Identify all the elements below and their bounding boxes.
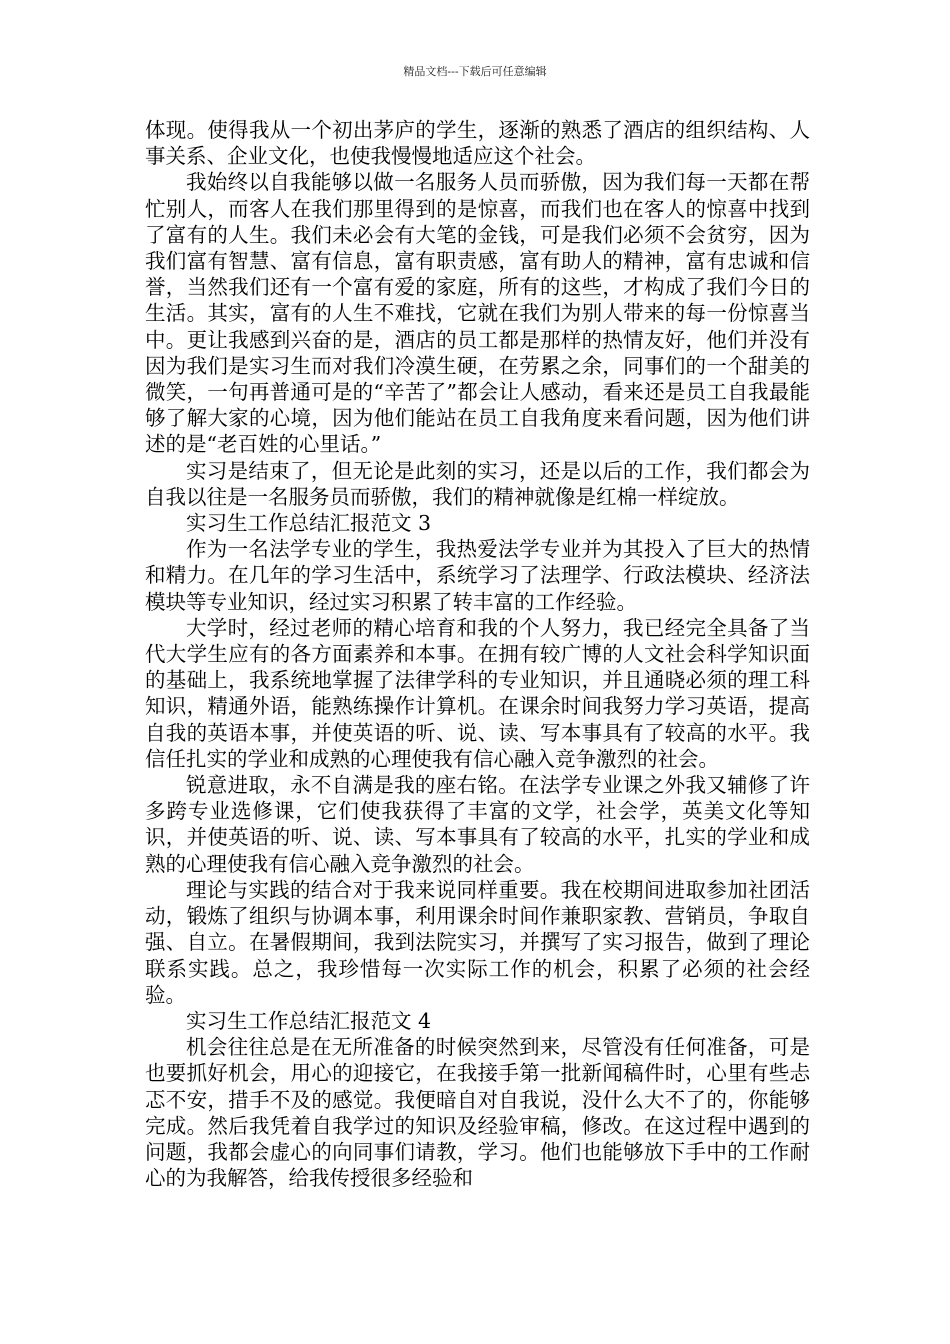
paragraph: 理论与实践的结合对于我来说同样重要。我在校期间进取参加社团活动，锻炼了组织与协调本事，利用课余时间作兼职家教、营销员，争取自强、自立。在暑假期间，我到法院实习，并撰写了实习报告，做到了理论联系实践。总之，我珍惜每一次实际工作的机会，积累了必须的社会经验。	[145, 877, 810, 1007]
paragraph: 大学时，经过老师的精心培育和我的个人努力，我已经完全具备了当代大学生应有的各方面素养和本事。在拥有较广博的人文社会科学知识面的基础上，我系统地掌握了法律学科的专业知识，并且通晓必须的理工科知识，精通外语，能熟练操作计算机。在课余时间我努力学习英语，提高自我的英语本事，并使英语的听、说、读、写本事具有了较高的水平。我信任扎实的学业和成熟的心理使我有信心融入竞争激烈的社会。	[145, 615, 810, 771]
page-header: 精品文档---下载后可任意编辑	[403, 65, 547, 78]
paragraph: 实习是结束了，但无论是此刻的实习，还是以后的工作，我们都会为自我以往是一名服务员而骄傲，我们的精神就像是红棉一样绽放。	[145, 458, 810, 509]
paragraph: 机会往往总是在无所准备的时候突然到来，尽管没有任何准备，可是也要抓好机会，用心的迎接它，在我接手第一批新闻稿件时，心里有些忐忑不安，措手不及的感觉。我便暗自对自我说，没什么大不了的，你能够完成。然后我凭着自我学过的知识及经验审稿，修改。在这过程中遇到的问题，我都会虚心的向同事们请教，学习。他们也能够放下手中的工作耐心的为我解答，给我传授很多经验和	[145, 1035, 810, 1191]
paragraph: 我始终以自我能够以做一名服务人员而骄傲，因为我们每一天都在帮忙别人，而客人在我们那里得到的是惊喜，而我们也在客人的惊喜中找到了富有的人生。我们未必会有大笔的金钱，可是我们必须不会贫穷，因为我们富有智慧、富有信息，富有职责感，富有助人的精神，富有忠诚和信誉，当然我们还有一个富有爱的家庭，所有的这些，才构成了我们今日的生活。其实，富有的人生不难找，它就在我们为别人带来的每一份惊喜当中。更让我感到兴奋的是，酒店的员工都是那样的热情友好，他们并没有因为我们是实习生而对我们冷漠生硬，在劳累之余，同事们的一个甜美的微笑，一句再普通可是的“辛苦了”都会让人感动，看来还是员工自我最能够了解大家的心境，因为他们能站在员工自我角度来看问题，因为他们讲述的是“老百姓的心里话。”	[145, 170, 810, 457]
section-heading: 实习生工作总结汇报范文 3	[186, 511, 432, 536]
paragraph: 锐意进取，永不自满是我的座右铭。在法学专业课之外我又辅修了许多跨专业选修课，它们使我获得了丰富的文学，社会学，英美文化等知识，并使英语的听、说、读、写本事具有了较高的水平，扎实的学业和成熟的心理使我有信心融入竞争激烈的社会。	[145, 773, 810, 876]
paragraph-continuation: 体现。使得我从一个初出茅庐的学生，逐渐的熟悉了酒店的组织结构、人事关系、企业文化，也使我慢慢地适应这个社会。	[145, 118, 810, 169]
section-heading: 实习生工作总结汇报范文 4	[186, 1008, 432, 1033]
document-body	[145, 117, 810, 1191]
paragraph: 作为一名法学专业的学生，我热爱法学专业并为其投入了巨大的热情和精力。在几年的学习生活中，系统学习了法理学、行政法模块、经济法模块等专业知识，经过实习积累了转丰富的工作经验。	[145, 537, 810, 614]
